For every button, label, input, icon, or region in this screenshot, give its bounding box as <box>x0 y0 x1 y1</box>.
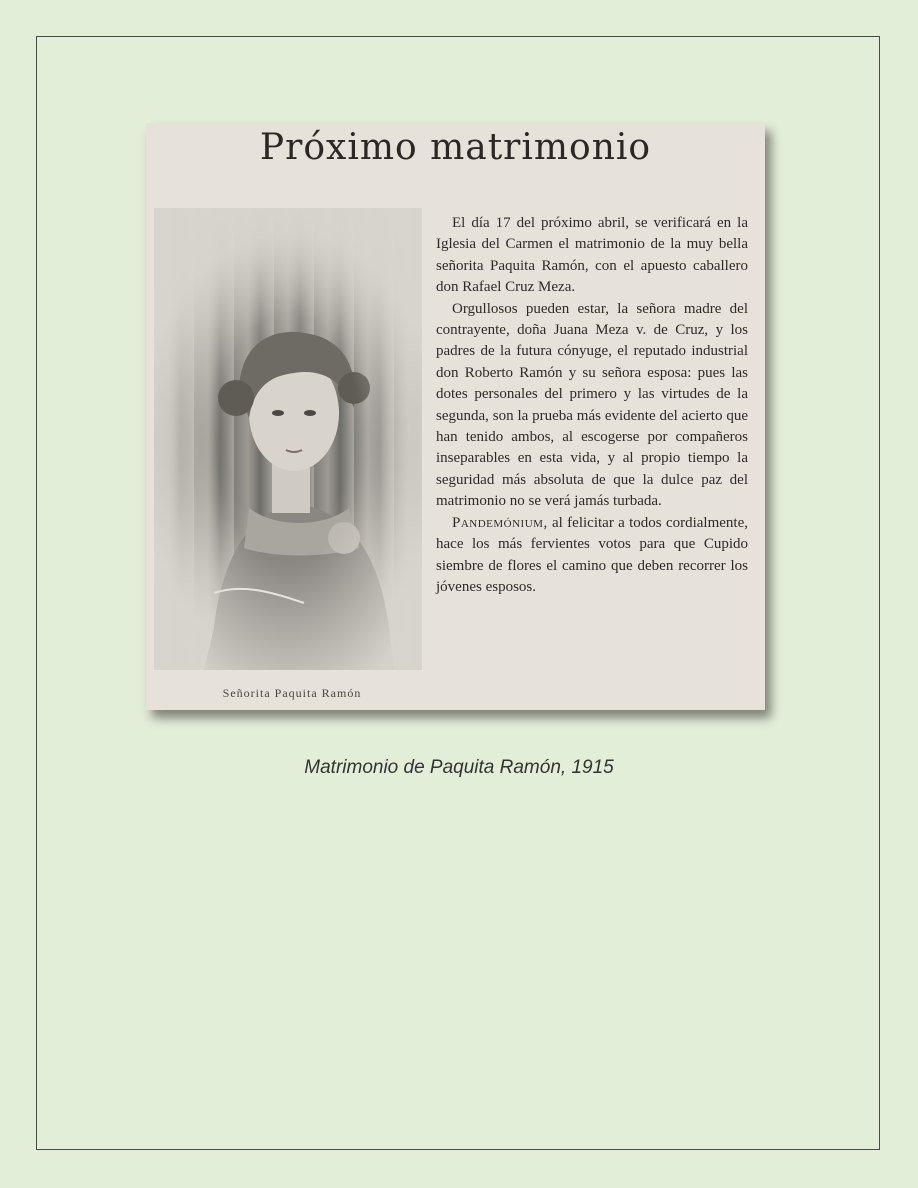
figure-caption: Matrimonio de Paquita Ramón, 1915 <box>304 757 614 778</box>
portrait-photo <box>154 208 422 670</box>
article-paragraph: Orgullosos pueden estar, la señora madre del contrayente, doña Juana Meza v. de Cruz, y los padres de la futura cónyuge, el reputado industrial don Roberto Ramón y su señora esposa: pues las dotes personales del primero y las virtudes de la segunda, son la prueba más evidente del acierto que han tenido ambos, al escogerse por compañeros inseparables en esta vida, y al propio tiempo la seguridad más absoluta de que la dulce paz del matrimonio no se verá jamás turbada. <box>436 300 748 510</box>
article-paragraph-text: al felicitar a todos cordialmente, hace los más fervientes votos para que Cupido siembre de flores el camino que deben recorrer los jóvenes esposos. <box>436 514 748 595</box>
article-paragraph: El día 17 del próximo abril, se verificará en la Iglesia del Carmen el matrimonio de la muy bella señorita Paquita Ramón, con el apuesto caballero don Rafael Cruz Meza. <box>436 215 748 296</box>
clipping-title: Próximo matrimonio <box>259 127 652 168</box>
newspaper-clipping <box>146 123 765 710</box>
article-paragraph <box>436 513 748 599</box>
publication-name: Pandemónium, <box>452 514 548 531</box>
article-body <box>436 213 748 598</box>
portrait-illustration <box>154 208 422 670</box>
photo-caption: Señorita Paquita Ramón <box>222 686 362 700</box>
